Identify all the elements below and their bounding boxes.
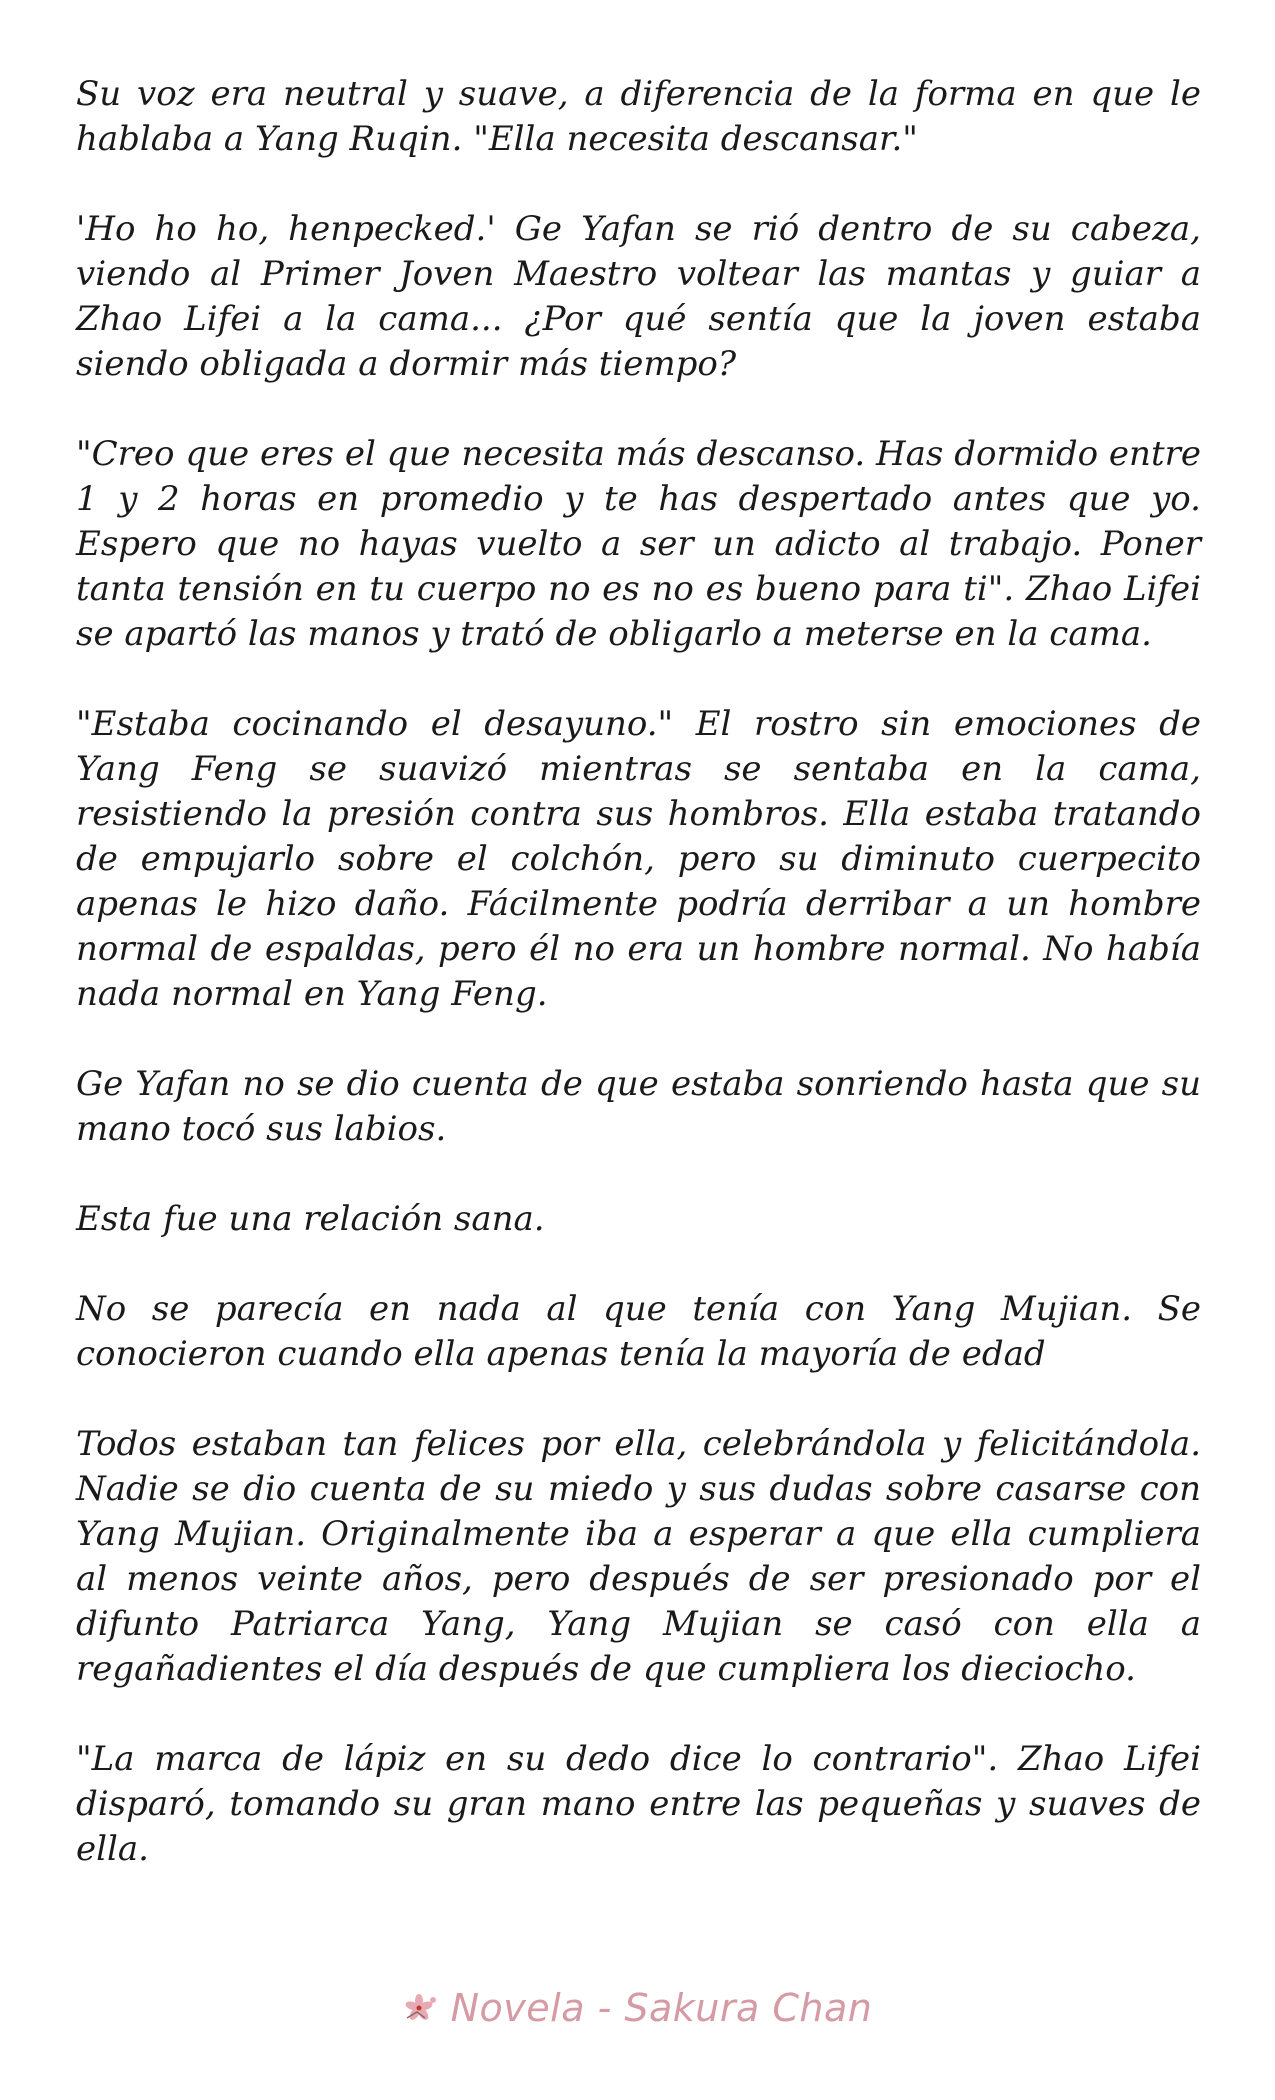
paragraph-9: "La marca de lápiz en su dedo dice lo contrario". Zhao Lifei disparó, tomando su gran mano entre las pequeñas y suaves de ella. (76, 1739, 1201, 1869)
paragraph-6: Esta fue una relación sana. (76, 1199, 545, 1239)
paragraph-4: "Estaba cocinando el desayuno." El rostro sin emociones de Yang Feng se suavizó mientras se sentaba en la cama, resistiendo la presión contra sus hombros. Ella estaba tratando de empujarlo sobre el colchón, pero su diminuto cuerpecito apenas le hizo daño. Fácilmente podría derribar a un hombre normal de espaldas, pero él no era un hombre normal. No había nada normal en Yang Feng. (76, 704, 1201, 1014)
paragraph-1: Su voz era neutral y suave, a diferencia de la forma en que le hablaba a Yang Ruqin. "Ella necesita descansar." (76, 74, 1201, 159)
paragraph-8: Todos estaban tan felices por ella, celebrándola y felicitándola. Nadie se dio cuenta de su miedo y sus dudas sobre casarse con Yang Mujian. Originalmente iba a esperar a que ella cumpliera al menos veinte años, pero después de ser presionado por el difunto Patriarca Yang, Yang Mujian se casó con ella a regañadientes el día después de que cumpliera los dieciocho. (76, 1424, 1201, 1689)
paragraph-2: 'Ho ho ho, henpecked.' Ge Yafan se rió dentro de su cabeza, viendo al Primer Joven Maestro voltear las mantas y guiar a Zhao Lifei a la cama... ¿Por qué sentía que la joven estaba siendo obligada a dormir más tiempo? (76, 209, 1201, 384)
paragraph-3: "Creo que eres el que necesita más descanso. Has dormido entre 1 y 2 horas en promedio y te has despertado antes que yo. Espero que no hayas vuelto a ser un adicto al trabajo. Poner tanta tensión en tu cuerpo no es no es bueno para ti". Zhao Lifei se apartó las manos y trató de obligarlo a meterse en la cama. (76, 434, 1201, 654)
paragraph-7: No se parecía en nada al que tenía con Yang Mujian. Se conocieron cuando ella apenas tenía la mayoría de edad (76, 1289, 1201, 1374)
sakura-flower-icon (403, 1988, 443, 2028)
watermark-text: Novela - Sakura Chan (450, 1986, 873, 2030)
document-body (76, 72, 1201, 1872)
paragraph-5: Ge Yafan no se dio cuenta de que estaba sonriendo hasta que su mano tocó sus labios. (76, 1064, 1201, 1149)
watermark (0, 1983, 1275, 2033)
